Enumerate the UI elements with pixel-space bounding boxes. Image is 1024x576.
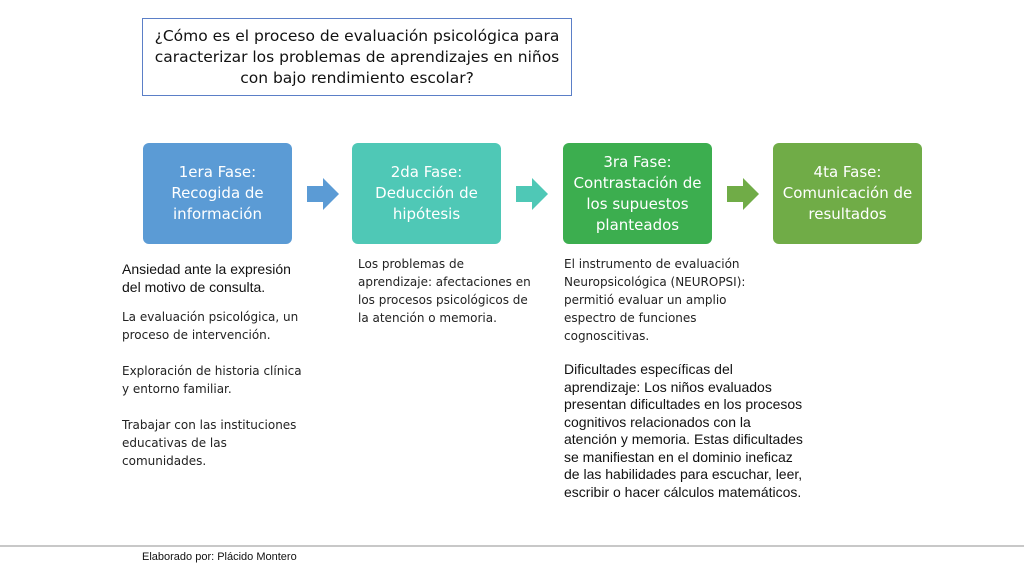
phase-1-note-2: Exploración de historia clínica y entorno familiar.: [122, 364, 302, 396]
phase-2-label: 2da Fase: Deducción de hipótesis: [375, 163, 478, 223]
phase-2-box: [352, 143, 501, 244]
phase-4-label: 4ta Fase: Comunicación de resultados: [782, 163, 913, 223]
phase-1-label: 1era Fase: Recogida de información: [171, 163, 264, 223]
phase-3-notes: [564, 255, 749, 363]
phase-2-note: Los problemas de aprendizaje: afectaciones en los procesos psicológicos de la atención o memoria.: [358, 257, 531, 325]
phase-1-notes: [122, 261, 312, 488]
title-text: ¿Cómo es el proceso de evaluación psicológica para caracterizar los problemas de aprendizajes en niños con bajo rendimiento escolar?: [154, 26, 560, 87]
phase-4-box: [773, 143, 922, 244]
phase-3-box: [563, 143, 712, 244]
learning-difficulties-text: Dificultades específicas del aprendizaje: Los niños evaluados presentan dificultades en los procesos cognitivos relacionados con la atención y memoria. Estas dificultades se manifiestan en el dominio ineficaz de las habilidades para escuchar, leer, escribir o hacer cálculos matemáticos.: [564, 361, 803, 500]
footer-credit: Elaborado por: Plácido Montero: [142, 551, 297, 563]
right-arrow-icon: [725, 176, 761, 212]
phase-1-note-1: La evaluación psicológica, un proceso de intervención.: [122, 310, 299, 342]
title-box: [142, 18, 572, 96]
phase-1-note-3: Trabajar con las instituciones educativas de las comunidades.: [122, 418, 297, 468]
learning-difficulties-note: [564, 361, 804, 501]
footer-divider: [0, 545, 1024, 547]
phase-1-lead: Ansiedad ante la expresión del motivo de consulta.: [122, 261, 291, 295]
phase-3-note: El instrumento de evaluación Neuropsicológica (NEUROPSI): permitió evaluar un amplio espectro de funciones cognoscitivas.: [564, 257, 746, 343]
right-arrow-icon: [305, 176, 341, 212]
phase-1-box: [143, 143, 292, 244]
phase-3-label: 3ra Fase: Contrastación de los supuestos planteados: [573, 152, 702, 234]
phase-2-notes: [358, 255, 538, 345]
right-arrow-icon: [514, 176, 550, 212]
